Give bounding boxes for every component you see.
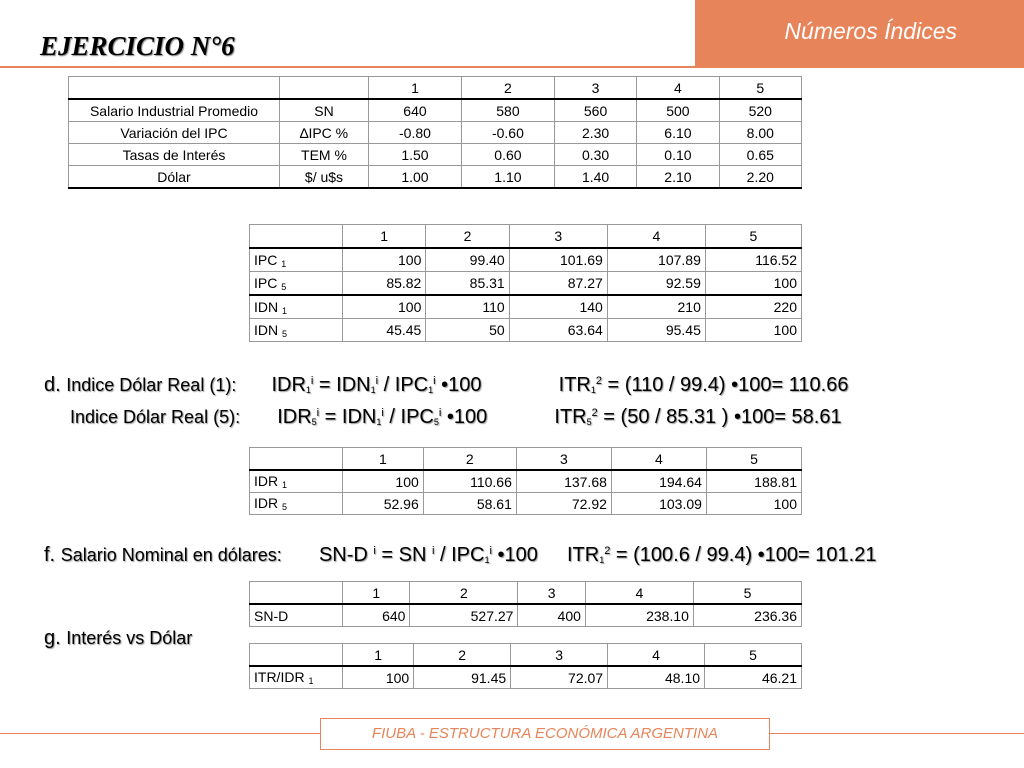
row-label (250, 295, 343, 319)
table-cell (250, 644, 343, 667)
table-row (250, 319, 802, 342)
row-label-sub: 5 (282, 502, 288, 512)
table-header-row (69, 77, 802, 100)
table-header-row (250, 448, 802, 471)
column-header: 4 (585, 582, 693, 605)
row-label-name: IDR (254, 473, 279, 489)
table-cell: 0.60 (461, 144, 554, 166)
table-cell: 2.20 (719, 166, 801, 189)
table-cell: 100 (343, 470, 424, 493)
exercise-title: EJERCICIO N°6 (40, 31, 235, 61)
table-cell: 100 (706, 493, 801, 515)
calculation: $ITR_1^2 = (100.6 / 99.4)$ •100= 101.21 (566, 544, 877, 566)
calculation: $ITR_5^2 = (50 / 85.31$ ) •100= 58.61 (554, 406, 842, 428)
row-label (250, 470, 343, 493)
row-label-sub: 5 (281, 281, 287, 292)
section-letter-g: g. (44, 627, 61, 649)
table-cell: 137.68 (516, 470, 611, 493)
table-cell: 1.50 (369, 144, 462, 166)
column-header: 2 (414, 644, 511, 667)
formula-line-f (44, 544, 876, 567)
column-header: 2 (461, 77, 554, 100)
table-cell: 140 (509, 295, 607, 319)
table-cell: 100 (705, 272, 801, 296)
column-header: 1 (343, 225, 426, 249)
index-table (249, 224, 802, 342)
table-row (250, 493, 802, 515)
formula-label: Indice Dólar Real (1): (66, 375, 237, 395)
column-header: 3 (518, 582, 585, 605)
table-cell: 100 (343, 666, 414, 689)
table-cell: 50 (426, 319, 509, 342)
table-cell: 100 (705, 319, 801, 342)
table-row (69, 166, 802, 189)
table-cell: 58.61 (423, 493, 516, 515)
section-letter-f: f. (44, 544, 56, 566)
table-cell: 220 (705, 295, 801, 319)
row-label-name: IPC (254, 251, 278, 268)
table-cell: 560 (554, 99, 636, 122)
row-label-sub: 1 (308, 676, 314, 686)
formula: $IDR_5^i = IDN_1^i / IPC_5^i$ •100 (277, 406, 488, 428)
column-header: 4 (608, 644, 705, 667)
table-cell: 1.40 (554, 166, 636, 189)
formula-line-d1 (44, 374, 848, 397)
table-cell: 0.30 (554, 144, 636, 166)
idr-table (249, 447, 802, 515)
table-cell: -0.60 (461, 122, 554, 144)
formula: $IDR_1^i = IDN_1^i / IPC_1^i$ •100 (271, 374, 482, 396)
table-row (250, 666, 802, 689)
table-cell: 238.10 (585, 604, 693, 627)
row-label (250, 319, 343, 342)
table-cell: 210 (607, 295, 705, 319)
table-cell: 520 (719, 99, 801, 122)
row-unit: TEM % (280, 144, 369, 166)
table-cell (250, 582, 343, 605)
header-divider (0, 66, 1024, 68)
table-cell: 580 (461, 99, 554, 122)
table-cell: 100 (343, 248, 426, 272)
table-row (69, 144, 802, 166)
row-unit: SN (280, 99, 369, 122)
table-cell: -0.80 (369, 122, 462, 144)
row-unit: $/ u$s (280, 166, 369, 189)
column-header: 3 (554, 77, 636, 100)
row-label (250, 272, 343, 296)
table-header-row (250, 225, 802, 249)
column-header: 1 (369, 77, 462, 100)
table-cell: 92.59 (607, 272, 705, 296)
table-cell: 103.09 (611, 493, 706, 515)
column-header: 2 (426, 225, 509, 249)
table-cell: 1.10 (461, 166, 554, 189)
column-header: 2 (423, 448, 516, 471)
table-cell: 500 (637, 99, 719, 122)
table-header-row (250, 582, 802, 605)
row-label-name: ITR/IDR (254, 669, 305, 685)
column-header: 1 (343, 582, 410, 605)
table-cell: 46.21 (705, 666, 802, 689)
formula-line-d2 (70, 406, 842, 429)
snd-table (249, 581, 802, 627)
column-header: 1 (343, 644, 414, 667)
formula: SN-D $^i$ = SN $^i / IPC_1^i$ •100 (318, 544, 538, 566)
table-cell: 0.65 (719, 144, 801, 166)
column-header: 5 (719, 77, 801, 100)
table-cell: 2.30 (554, 122, 636, 144)
table-cell: 48.10 (608, 666, 705, 689)
table-cell: 194.64 (611, 470, 706, 493)
itr-idr-table (249, 643, 802, 689)
table-cell: 400 (518, 604, 585, 627)
table-cell: 100 (343, 295, 426, 319)
footer-label: FIUBA - ESTRUCTURA ECONÓMICA ARGENTINA (320, 718, 770, 750)
formula-label: Indice Dólar Real (5): (70, 407, 241, 427)
row-label-name: IDN (254, 321, 279, 338)
table-cell: 72.92 (516, 493, 611, 515)
column-header: 4 (607, 225, 705, 249)
table-cell: 72.07 (511, 666, 608, 689)
table-cell: 95.45 (607, 319, 705, 342)
column-header: 4 (637, 77, 719, 100)
row-label-name: IDR (254, 495, 279, 511)
table-cell: 188.81 (706, 470, 801, 493)
table-cell: 527.27 (410, 604, 518, 627)
section-g-heading (44, 627, 192, 650)
table-cell: 91.45 (414, 666, 511, 689)
column-header: 5 (706, 448, 801, 471)
row-label: Variación del IPC (69, 122, 280, 144)
table-cell: 640 (343, 604, 410, 627)
row-label: Salario Industrial Promedio (69, 99, 280, 122)
row-label (250, 248, 343, 272)
table-row (69, 122, 802, 144)
table-cell: 85.31 (426, 272, 509, 296)
table-header-row (250, 644, 802, 667)
row-label (250, 493, 343, 515)
table-row (69, 99, 802, 122)
table-cell: 45.45 (343, 319, 426, 342)
table-row (250, 295, 802, 319)
table-cell: 87.27 (509, 272, 607, 296)
column-header: 5 (693, 582, 801, 605)
table-cell: 107.89 (607, 248, 705, 272)
table-cell: 1.00 (369, 166, 462, 189)
row-label-sub: 1 (281, 258, 287, 269)
row-label-sub: 1 (282, 480, 288, 490)
calculation: $ITR_1^2 = (110 / 99.4)$ •100= 110.66 (558, 374, 849, 396)
column-header: 3 (509, 225, 607, 249)
row-label: SN-D (250, 604, 343, 627)
table-cell: 236.36 (693, 604, 801, 627)
table-cell (280, 77, 369, 100)
table-cell: 0.10 (637, 144, 719, 166)
table-row (250, 470, 802, 493)
column-header: 1 (343, 448, 424, 471)
table-cell: 101.69 (509, 248, 607, 272)
row-label: Tasas de Interés (69, 144, 280, 166)
table-cell: 2.10 (637, 166, 719, 189)
data-table (68, 76, 802, 189)
formula-label: Salario Nominal en dólares: (60, 545, 282, 565)
row-label (250, 666, 343, 689)
table-row (250, 248, 802, 272)
table-cell: 110 (426, 295, 509, 319)
table-cell: 110.66 (423, 470, 516, 493)
table-cell (250, 225, 343, 249)
column-header: 3 (511, 644, 608, 667)
column-header: 2 (410, 582, 518, 605)
row-label-name: IPC (254, 274, 278, 291)
column-header: 3 (516, 448, 611, 471)
table-cell: 63.64 (509, 319, 607, 342)
column-header: 4 (611, 448, 706, 471)
row-label: Dólar (69, 166, 280, 189)
table-cell: 99.40 (426, 248, 509, 272)
table-cell: 8.00 (719, 122, 801, 144)
table-row (250, 272, 802, 296)
row-label-sub: 5 (282, 328, 288, 339)
table-cell: 640 (369, 99, 462, 122)
section-title: Números Índices (784, 18, 957, 44)
table-cell: 116.52 (705, 248, 801, 272)
column-header: 5 (705, 644, 802, 667)
row-label-name: IDN (254, 298, 279, 315)
row-label-sub: 1 (282, 305, 288, 316)
table-cell: 52.96 (343, 493, 424, 515)
column-header: 5 (705, 225, 801, 249)
table-row (250, 604, 802, 627)
row-unit: ∆IPC % (280, 122, 369, 144)
table-cell (250, 448, 343, 471)
table-cell: 85.82 (343, 272, 426, 296)
table-cell (69, 77, 280, 100)
section-label: Interés vs Dólar (66, 628, 193, 648)
table-cell: 6.10 (637, 122, 719, 144)
section-letter-d: d. (44, 374, 61, 396)
